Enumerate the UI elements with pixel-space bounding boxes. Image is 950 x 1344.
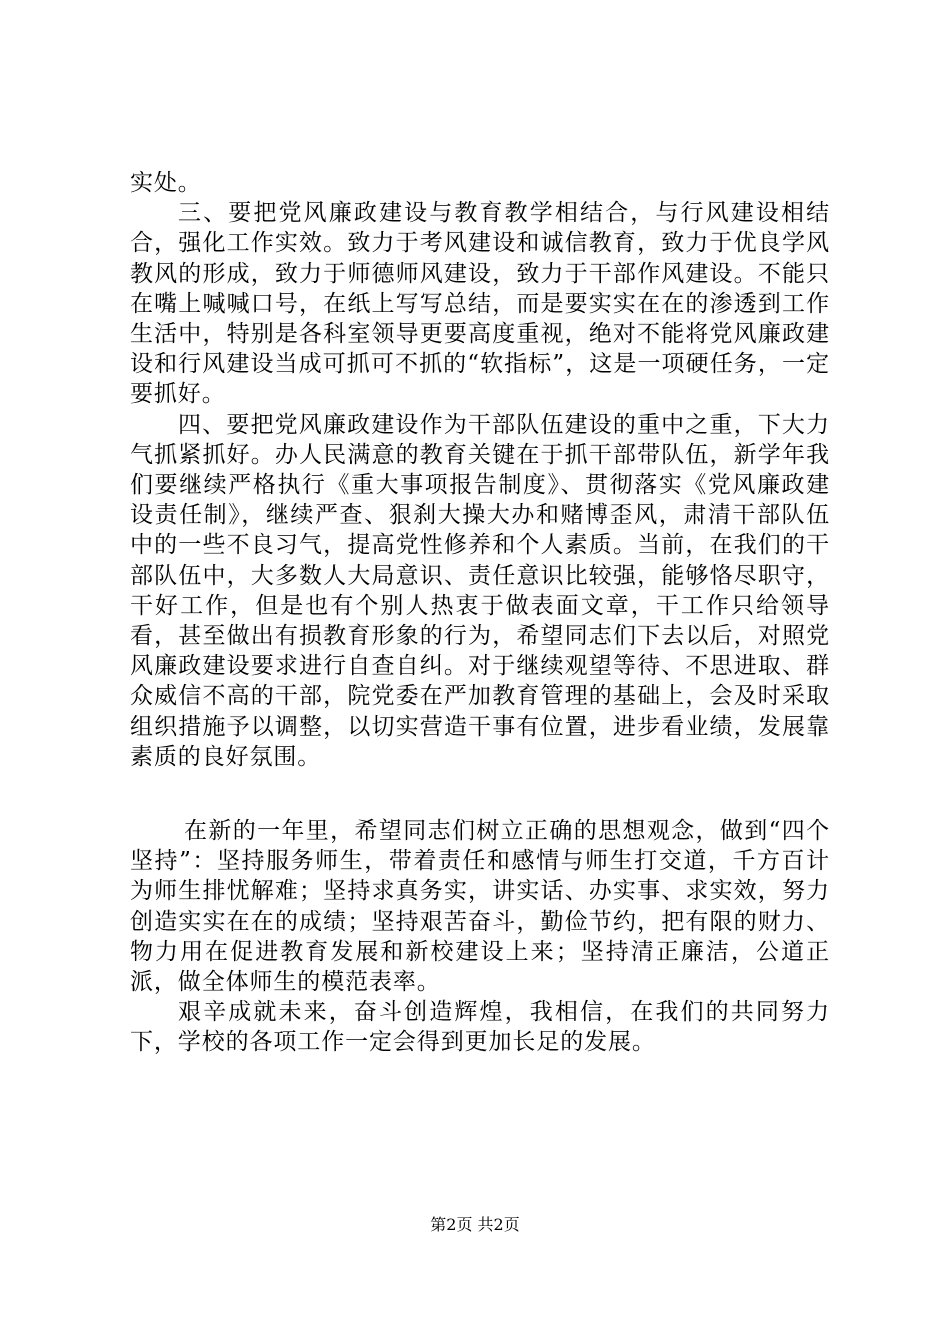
paragraph-four-persistences: 在新的一年里，希望同志们树立正确的思想观念，做到“四个坚持”：坚持服务师生，带着责任和感情与师生打交道，千方百计为师生排忧解难；坚持求真务实，讲实话、办实事、求实效，努力创造实实在在的成绩；坚持艰苦奋斗，勤俭节约，把有限的财力、物力用在促进教育发展和新校建设上来；坚持清正廉洁，公道正派，做全体师生的模范表率。 xyxy=(130,818,830,996)
page-number-footer: 第2页 共2页 xyxy=(430,1215,520,1234)
paragraph-closing: 艰辛成就未来，奋斗创造辉煌，我相信，在我们的共同努力下，学校的各项工作一定会得到更加长足的发展。 xyxy=(130,999,830,1056)
paragraph-continuation: 实处。 xyxy=(130,170,202,196)
document-body xyxy=(130,168,830,1058)
paragraph-point-three: 三、要把党风廉政建设与教育教学相结合，与行风建设相结合，强化工作实效。致力于考风建设和诚信教育，致力于优良学风教风的形成，致力于师德师风建设，致力于干部作风建设。不能只在嘴上喊喊口号，在纸上写写总结，而是要实实在在的渗透到工作生活中，特别是各科室领导更要高度重视，绝对不能将党风廉政建设和行风建设当成可抓可不抓的“软指标”，这是一项硬任务，一定要抓好。 xyxy=(130,200,830,408)
paragraph-point-four: 四、要把党风廉政建设作为干部队伍建设的重中之重，下大力气抓紧抓好。办人民满意的教育关键在于抓干部带队伍，新学年我们要继续严格执行《重大事项报告制度》、贯彻落实《党风廉政建设责任制》，继续严查、狠刹大操大办和赌博歪风，肃清干部队伍中的一些不良习气，提高党性修养和个人素质。当前，在我们的干部队伍中，大多数人大局意识、责任意识比较强，能够恪尽职守，干好工作，但是也有个别人热衷于做表面文章，干工作只给领导看，甚至做出有损教育形象的行为，希望同志们下去以后，对照党风廉政建设要求进行自查自纠。对于继续观望等待、不思进取、群众威信不高的干部，院党委在严加教育管理的基础上，会及时采取组织措施予以调整，以切实营造干事有位置，进步看业绩，发展靠素质的良好氛围。 xyxy=(130,411,830,770)
paragraph-spacer xyxy=(130,772,830,816)
